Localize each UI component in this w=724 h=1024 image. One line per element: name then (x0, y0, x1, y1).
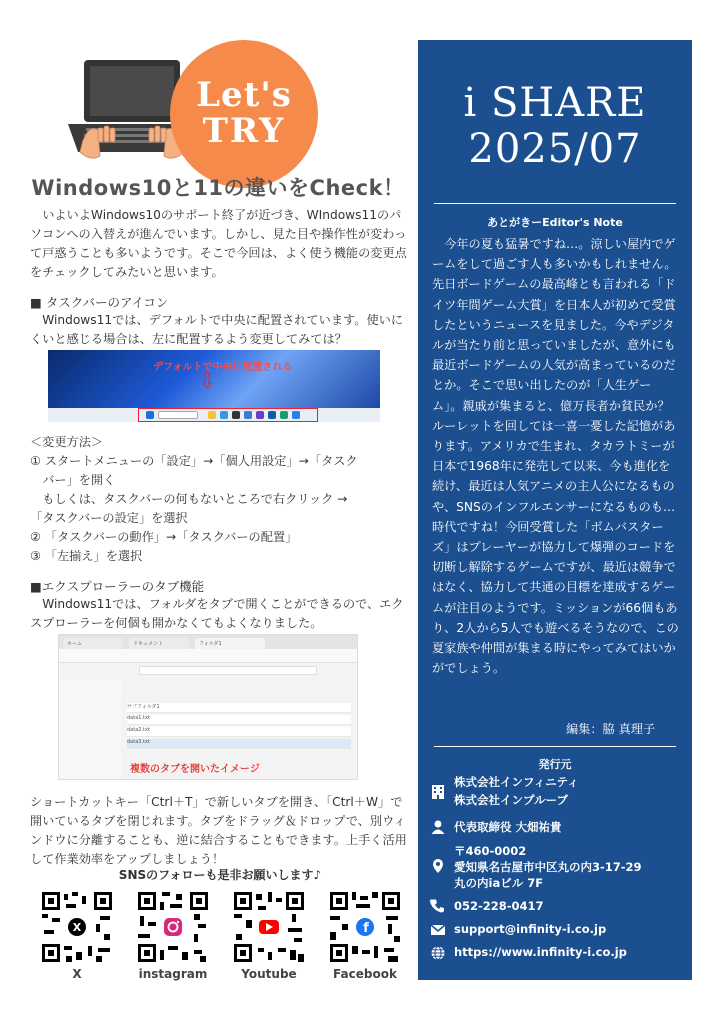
person-icon (430, 819, 446, 835)
taskbar-description: Windows11では、デフォルトで中央に配置されています。使いにくいと感じる場合は、左に配置するよう変更してみては？ (30, 313, 404, 346)
globe-icon (430, 945, 446, 961)
explorer-tab-home: ホーム (63, 638, 123, 649)
badge-line-2: TRY (202, 111, 286, 151)
facebook-label: Facebook (333, 967, 397, 981)
badge-line-1: Let's (196, 75, 292, 116)
youtube-label: Youtube (241, 967, 297, 981)
store-icon (232, 411, 240, 419)
explorer-caption: 複数のタブを開いたイメージ (130, 764, 260, 775)
instagram-qr-code[interactable] (136, 890, 210, 964)
mail-icon (244, 411, 252, 419)
representative: 代表取締役 大畑祐貴 (454, 820, 562, 834)
file-row: サブフォルダ1 (127, 703, 351, 713)
arrow-down-icon: ⇩ (198, 369, 217, 394)
file-row: data1.txt (127, 715, 351, 725)
taskbar-caption: デフォルトで中央に配置される (153, 362, 293, 373)
location-pin-icon (430, 858, 446, 874)
explorer-toolbar (59, 649, 357, 663)
taskbar-screenshot (48, 350, 380, 422)
building-icon (430, 784, 446, 800)
divider (434, 203, 676, 204)
browser-icon (220, 411, 228, 419)
explorer-heading: ■エクスプローラーのタブ機能 (30, 579, 205, 594)
lets-try-badge (170, 40, 318, 188)
svg-text:X: X (72, 921, 82, 934)
website-url[interactable]: https://www.infinity-i.co.jp (454, 945, 627, 959)
shortcut-paragraph: ショートカットキー「Ctrl＋T」で新しいタブを開き、「Ctrl＋W」で開いているタブを閉じれます。タブをドラッグ＆ドロップで、別ウィンドウに分離することも、逆に結合することもできます。上手く活用して作業効率をアップしましょう！ (30, 795, 407, 866)
magazine-issue: 2025/07 (468, 126, 642, 172)
file-row: data3.txt (127, 739, 351, 749)
step-1-alt-cont: 「タスクバーの設定」を選択 (30, 511, 188, 525)
sns-title: SNSのフォローも是非お願いします♪ (118, 868, 322, 882)
step-3: ③ 「左揃え」を選択 (30, 549, 143, 563)
app-icon (256, 411, 264, 419)
newsletter-sidebar (418, 40, 692, 980)
app-icon (280, 411, 288, 419)
app-icon (268, 411, 276, 419)
taskbar-heading: ■ タスクバーのアイコン (30, 295, 169, 310)
intro-paragraph: いよいよWindows10のサポート終了が近づき、WIndows11のパソコンへの入替えが進んでいます。しかし、見た目や操作性が変わって戸惑うことも多いようです。そこで今回は、よく使う機能の変更点をチェックしてみたいと思います。 (30, 208, 407, 279)
file-row: data2.txt (127, 727, 351, 737)
company-2: 株式会社インプルーブ (454, 793, 568, 807)
start-icon (146, 411, 154, 419)
change-steps (30, 433, 410, 566)
company-1: 株式会社インフィニティ (454, 775, 579, 789)
instagram-label: instagram (138, 967, 208, 981)
search-icon (158, 411, 198, 419)
step-1-cont: バー」を開く (42, 473, 116, 487)
explorer-tab-folder1: フォルダ1 (195, 638, 265, 649)
magazine-title (418, 80, 692, 172)
address-line-2: 丸の内iaビル 7F (454, 876, 544, 890)
phone-icon (430, 898, 446, 914)
email-address[interactable]: support@infinity-i.co.jp (454, 922, 607, 936)
step-2: ② 「タスクバーの動作」→「タスクバーの配置」 (30, 530, 298, 544)
step-1-alt: もしくは、タスクバーの何もないところで右クリック → (42, 492, 348, 506)
address-line-1: 愛知県名古屋市中区丸の内3-17-29 (454, 860, 642, 874)
explorer-sidebar (59, 679, 121, 779)
explorer-tab-documents: ドキュメント (129, 638, 189, 649)
facebook-qr-code[interactable] (328, 890, 402, 964)
editor-signature: 編集：脇 真理子 (566, 722, 656, 736)
magazine-name: i SHARE (463, 80, 647, 126)
svg-text:f: f (363, 921, 369, 936)
folder-icon (208, 411, 216, 419)
x-label: X (72, 967, 82, 981)
hero-illustration (40, 30, 340, 180)
explorer-description: Windows11では、フォルダをタブで開くことができるので、エクスプローラーを何個も開かなくてもよくなりました。 (30, 597, 404, 630)
app-icon (292, 411, 300, 419)
editor-note-title: あとがきーEditor's Note (487, 216, 623, 229)
article-title: Windows10と11の違いをCheck！ (31, 176, 405, 200)
mail-icon (430, 922, 446, 938)
explorer-tab-strip (59, 635, 357, 649)
step-1: ① スタートメニューの「設定」→「個人用設定」→「タスク (30, 454, 358, 468)
explorer-address-bar (139, 666, 317, 675)
divider (434, 746, 676, 747)
steps-title: ＜変更方法＞ (30, 435, 104, 449)
explorer-screenshot (58, 634, 358, 780)
publisher-title: 発行元 (538, 758, 572, 771)
phone-number[interactable]: 052-228-0417 (454, 899, 544, 913)
youtube-qr-code[interactable] (232, 890, 306, 964)
x-qr-code[interactable] (40, 890, 114, 964)
postal-code: 〒460-0002 (454, 844, 527, 858)
editor-note-body: 今年の夏も猛暑ですね…。涼しい屋内でゲームをして過ごす人も多いかもしれません。先日ボードゲームの最高峰とも言われる「ドイツ年間ゲーム大賞」を日本人が初めて受賞したというニュースを見ました。今やデジタルが当たり前と思っていましたが、意外にも最近ボードゲームの人気が高まっているのだとか。そこで思い出したのが「人生ゲーム」。親戚が集まると、億万長者か貧民か？ルーレットを回しては一喜一憂した記憶があります。アメリカで生まれ、タカラトミーが日本で1968年に発売して以来、今も進化を続け、最近は人気アニメの主人公になるものや、SNSのインフルエンサーになるものも…時代ですね！今回受賞した「ボムバスターズ」はプレーヤーが協力して爆弾のコードを切断し解除するゲームですが、最近は競争ではなく、協力して共通の目標を達成するゲームが注目のようです。ミッションが66個もあり、2人から5人でも遊べるそうなので、この夏家族や仲間が集まる時にやってみてはいかがでしょう。 (432, 237, 679, 676)
